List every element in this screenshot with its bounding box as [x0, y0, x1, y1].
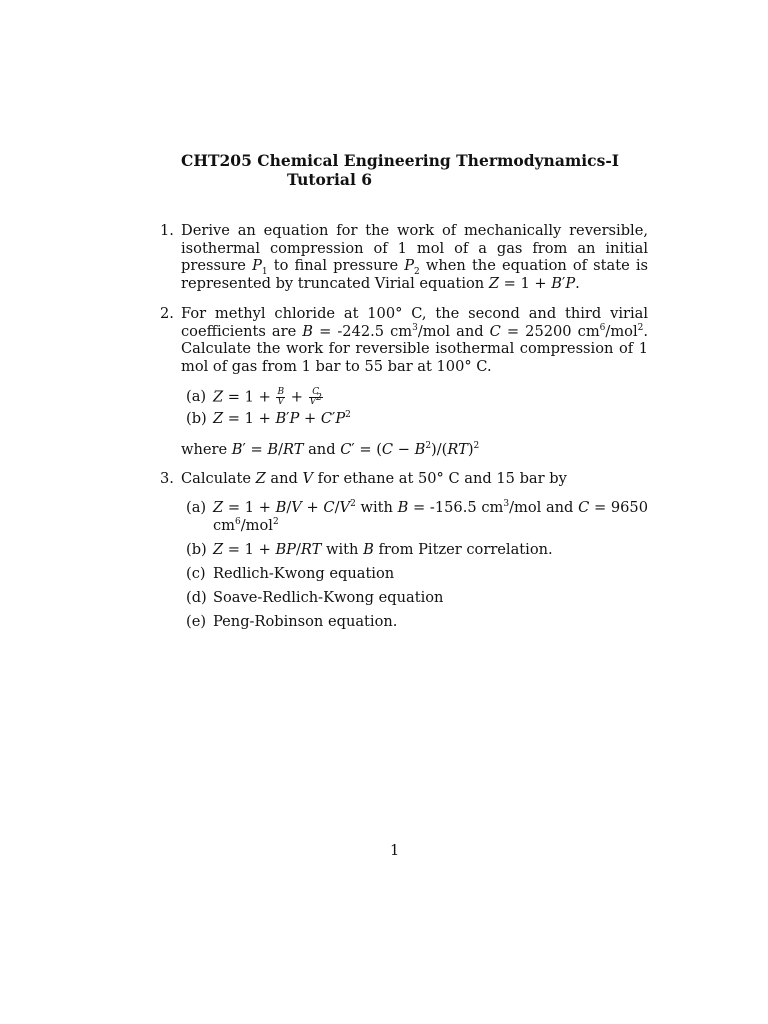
equation: $Z = 1 + B/V + C/V^2$ with B = -156.5 $cm^3$/mol and C = 9650 $cm^6/mol^2$ — [213, 499, 648, 534]
question-2 — [160, 305, 648, 375]
document-title: CHT205 Chemical Engineering Thermodynamics-I — [181, 151, 620, 170]
equation: Z = 1 + $\frac{B}{V}$ + $\frac{C}{V^2}$ — [213, 387, 322, 407]
question-3-part-c: (c) Redlich-Kwong equation — [186, 565, 395, 582]
question-text: For methyl chloride at 100° C, the second and third virial coefficients are B = -242.5 $cm^3$/mol and C = 25200 $cm^6/mol^2$. Calculate the work for reversible isothermal compression of 1 mol of gas from 1 bar to 55 bar at 100° C. — [181, 305, 648, 375]
question-number: 1. — [160, 222, 174, 239]
question-3-part-e: (e) Peng-Robinson equation. — [186, 613, 398, 630]
question-2-where: where B′ = B/RT and $C' = (C - B^2)/(RT)^2$ — [181, 441, 480, 458]
question-3 — [160, 470, 648, 488]
question-text: Calculate Z and V for ethane at 50° C and 15 bar by — [181, 470, 567, 487]
question-2-part-b: (b) $Z = 1 + B'P + C'P^2$ — [186, 410, 648, 428]
question-2-part-a: (a) Z = 1 + $\frac{B}{V}$ + $\frac{C}{V^2}$ — [186, 388, 648, 407]
question-3-part-b: (b) Z = 1 + BP/RT with B from Pitzer correlation. — [186, 541, 648, 559]
equation: Z = 1 + BP/RT with B from Pitzer correlation. — [213, 541, 553, 558]
question-1 — [160, 222, 648, 292]
question-3-part-d: (d) Soave-Redlich-Kwong equation — [186, 589, 444, 606]
question-3-part-a: (a) $Z = 1 + B/V + C/V^2$ with B = -156.5 $cm^3$/mol and C = 9650 $cm^6/mol^2$ — [186, 499, 648, 534]
page-number: 1 — [390, 842, 400, 859]
question-number: 2. — [160, 305, 174, 322]
question-number: 3. — [160, 470, 174, 487]
document-subtitle: Tutorial 6 — [287, 170, 373, 189]
question-text: Derive an equation for the work of mechanically reversible, isothermal compression of 1 mol of a gas from an initial pressure $P_1$ to final pressure $P_2$ when the equation of state is represented by truncated Virial equation Z = 1 + B′P. — [181, 222, 649, 292]
equation: $Z = 1 + B'P + C'P^2$ — [213, 410, 351, 427]
